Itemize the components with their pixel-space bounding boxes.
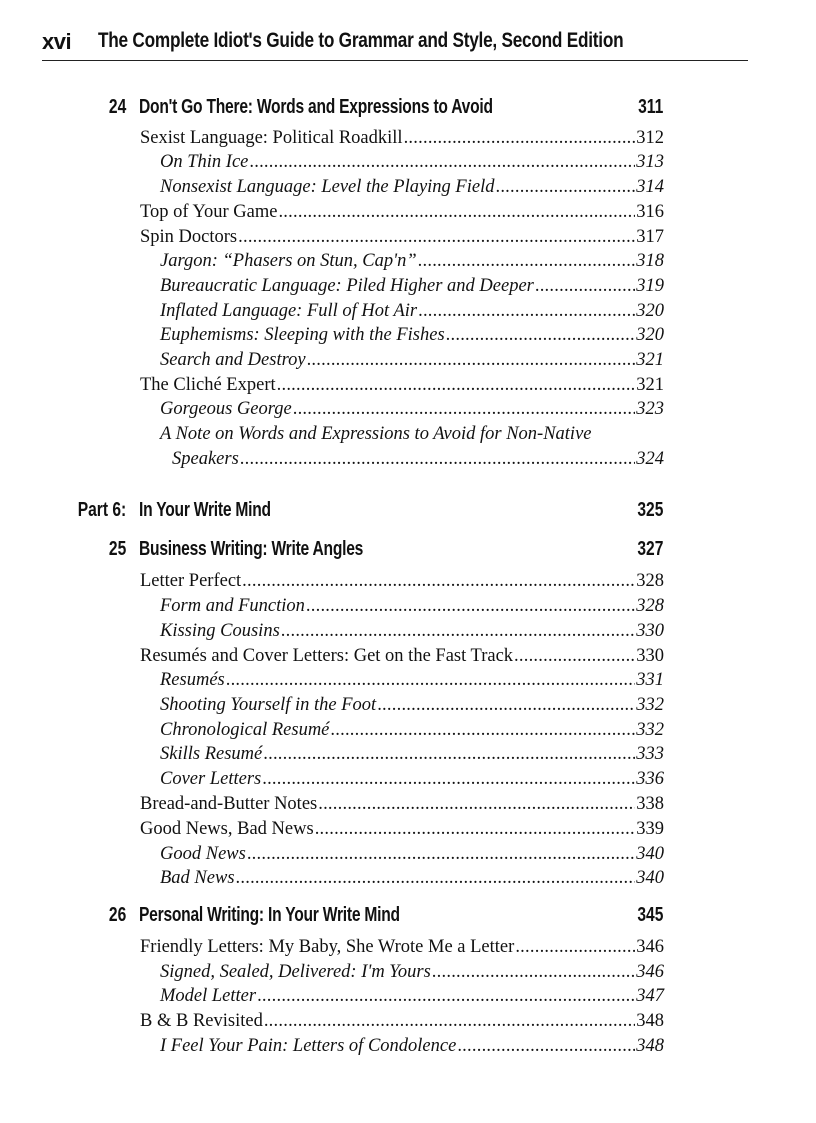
dot-leader: [418, 300, 635, 322]
toc-subentry: [160, 743, 664, 765]
dot-leader: [315, 818, 636, 840]
entry-page: 346: [636, 962, 664, 982]
entry-page: 319: [636, 276, 664, 296]
chapter-number: 25: [108, 538, 126, 560]
entry-page: 320: [636, 325, 664, 345]
toc-subentry: [160, 768, 664, 790]
part-title: In Your Write Mind: [139, 499, 271, 521]
entry-title: Resumés: [160, 670, 225, 690]
toc-subentry: [160, 151, 664, 173]
entry-title: Letter Perfect: [140, 571, 242, 591]
toc-entry: [140, 818, 664, 840]
entry-page: 313: [636, 152, 664, 172]
toc-subentry: [160, 867, 664, 889]
entry-page: 324: [636, 449, 664, 469]
toc-subentry: [160, 1035, 664, 1057]
entry-title: Nonsexist Language: Level the Playing Field: [160, 177, 495, 197]
toc-subentry-first-line: A Note on Words and Expressions to Avoid for Non-Native: [160, 424, 592, 444]
entry-page: 323: [636, 399, 664, 419]
entry-page: 328: [636, 571, 664, 591]
chapter-page: 345: [636, 904, 663, 926]
entry-title: Friendly Letters: My Baby, She Wrote Me a Letter: [140, 937, 515, 957]
dot-leader: [226, 669, 636, 691]
toc-entry: [140, 226, 664, 248]
dot-leader: [318, 793, 635, 815]
entry-title: On Thin Ice: [160, 152, 249, 172]
entry-page: 332: [636, 695, 664, 715]
dot-leader: [240, 448, 635, 470]
dot-leader: [330, 719, 635, 741]
entry-title: Inflated Language: Full of Hot Air: [160, 301, 418, 321]
entry-title: Sexist Language: Political Roadkill: [140, 128, 403, 148]
chapter-number: 26: [108, 904, 126, 926]
dot-leader: [432, 961, 635, 983]
entry-title: Good News: [160, 844, 246, 864]
dot-leader: [446, 324, 636, 346]
entry-page: 348: [636, 1011, 664, 1031]
entry-title: Kissing Cousins: [160, 621, 280, 641]
dot-leader: [281, 620, 635, 642]
entry-page: 336: [636, 769, 664, 789]
entry-page: 317: [636, 227, 664, 247]
toc-subentry: [160, 985, 664, 1007]
toc-subentry: [160, 620, 664, 642]
dot-leader: [404, 127, 636, 149]
dot-leader: [306, 595, 635, 617]
entry-page: 347: [636, 986, 664, 1006]
dot-leader: [535, 275, 635, 297]
toc-subentry: [160, 719, 664, 741]
entry-title: Bad News: [160, 868, 235, 888]
entry-title: The Cliché Expert: [140, 375, 276, 395]
entry-page: 314: [636, 177, 664, 197]
book-title: The Complete Idiot's Guide to Grammar and Style, Second Edition: [98, 29, 624, 52]
entry-title: Top of Your Game: [140, 202, 278, 222]
entry-page: 346: [636, 937, 664, 957]
entry-page: 320: [636, 301, 664, 321]
entry-title: Shooting Yourself in the Foot: [160, 695, 377, 715]
part-page: 325: [636, 499, 663, 521]
toc-subentry: [160, 595, 664, 617]
dot-leader: [278, 201, 635, 223]
entry-title: Signed, Sealed, Delivered: I'm Yours: [160, 962, 431, 982]
page-number: xvi: [42, 29, 72, 54]
entry-page: 338: [636, 794, 664, 814]
entry-title: Cover Letters: [160, 769, 262, 789]
toc-subentry: [160, 694, 664, 716]
dot-leader: [277, 374, 636, 396]
entry-title: Speakers: [172, 449, 239, 469]
dot-leader: [257, 985, 635, 1007]
dot-leader: [377, 694, 635, 716]
chapter-page: 311: [637, 96, 663, 118]
entry-title: B & B Revisited: [140, 1011, 263, 1031]
entry-page: 318: [636, 251, 664, 271]
toc-subentry: [160, 250, 664, 272]
entry-page: 331: [636, 670, 664, 690]
chapter-title: Personal Writing: In Your Write Mind: [139, 904, 400, 926]
entry-title: Model Letter: [160, 986, 257, 1006]
dot-leader: [457, 1035, 635, 1057]
toc-entry: [140, 201, 664, 223]
dot-leader: [514, 645, 635, 667]
entry-title: I Feel Your Pain: Letters of Condolence: [160, 1036, 457, 1056]
entry-title: Euphemisms: Sleeping with the Fishes: [160, 325, 445, 345]
toc-entry: [140, 570, 664, 592]
running-header: [42, 26, 748, 61]
entry-page: 312: [636, 128, 664, 148]
entry-title: Jargon: “Phasers on Stun, Cap'n”: [160, 251, 417, 271]
chapter-number: 24: [108, 96, 126, 118]
part-label: Part 6:: [77, 499, 126, 521]
entry-page: 340: [636, 868, 664, 888]
entry-page: 321: [636, 375, 664, 395]
toc-entry: [140, 793, 664, 815]
entry-title: Chronological Resumé: [160, 720, 330, 740]
entry-page: 328: [636, 596, 664, 616]
entry-page: 333: [636, 744, 664, 764]
dot-leader: [249, 151, 635, 173]
dot-leader: [307, 349, 636, 371]
entry-page: 321: [636, 350, 664, 370]
toc-subentry: [160, 275, 664, 297]
chapter-title: Don't Go There: Words and Expressions to Avoid: [139, 96, 493, 118]
chapter-title: Business Writing: Write Angles: [139, 538, 364, 560]
toc-subentry: [160, 669, 664, 691]
entry-page: 348: [636, 1036, 664, 1056]
entry-title: Search and Destroy: [160, 350, 306, 370]
dot-leader: [515, 936, 635, 958]
entry-title: Bread-and-Butter Notes: [140, 794, 318, 814]
toc-subentry: [160, 961, 664, 983]
toc-subentry: [172, 448, 664, 470]
entry-page: 340: [636, 844, 664, 864]
entry-page: 330: [636, 621, 664, 641]
toc-subentry: [160, 843, 664, 865]
toc-entry: [140, 936, 664, 958]
dot-leader: [263, 743, 635, 765]
dot-leader: [238, 226, 635, 248]
toc-entry: [140, 127, 664, 149]
entry-title: Form and Function: [160, 596, 305, 616]
toc-entry: [140, 1010, 664, 1032]
dot-leader: [264, 1010, 635, 1032]
dot-leader: [418, 250, 636, 272]
toc-subentry: [160, 176, 664, 198]
dot-leader: [293, 398, 636, 420]
entry-page: 316: [636, 202, 664, 222]
chapter-page: 327: [636, 538, 663, 560]
entry-title: Good News, Bad News: [140, 819, 314, 839]
entry-title: Resumés and Cover Letters: Get on the Fast Track: [140, 646, 514, 666]
entry-title: Skills Resumé: [160, 744, 263, 764]
toc-subentry: [160, 398, 664, 420]
dot-leader: [242, 570, 635, 592]
toc-entry: [140, 374, 664, 396]
entry-page: 332: [636, 720, 664, 740]
entry-title: Bureaucratic Language: Piled Higher and Deeper: [160, 276, 534, 296]
entry-page: 330: [636, 646, 664, 666]
dot-leader: [247, 843, 635, 865]
dot-leader: [495, 176, 635, 198]
dot-leader: [262, 768, 635, 790]
toc-entry: [140, 645, 664, 667]
entry-page: 339: [636, 819, 664, 839]
entry-title: Gorgeous George: [160, 399, 292, 419]
toc-subentry: [160, 349, 664, 371]
dot-leader: [236, 867, 636, 889]
toc-subentry: [160, 300, 664, 322]
toc-subentry: [160, 324, 664, 346]
entry-title: Spin Doctors: [140, 227, 238, 247]
